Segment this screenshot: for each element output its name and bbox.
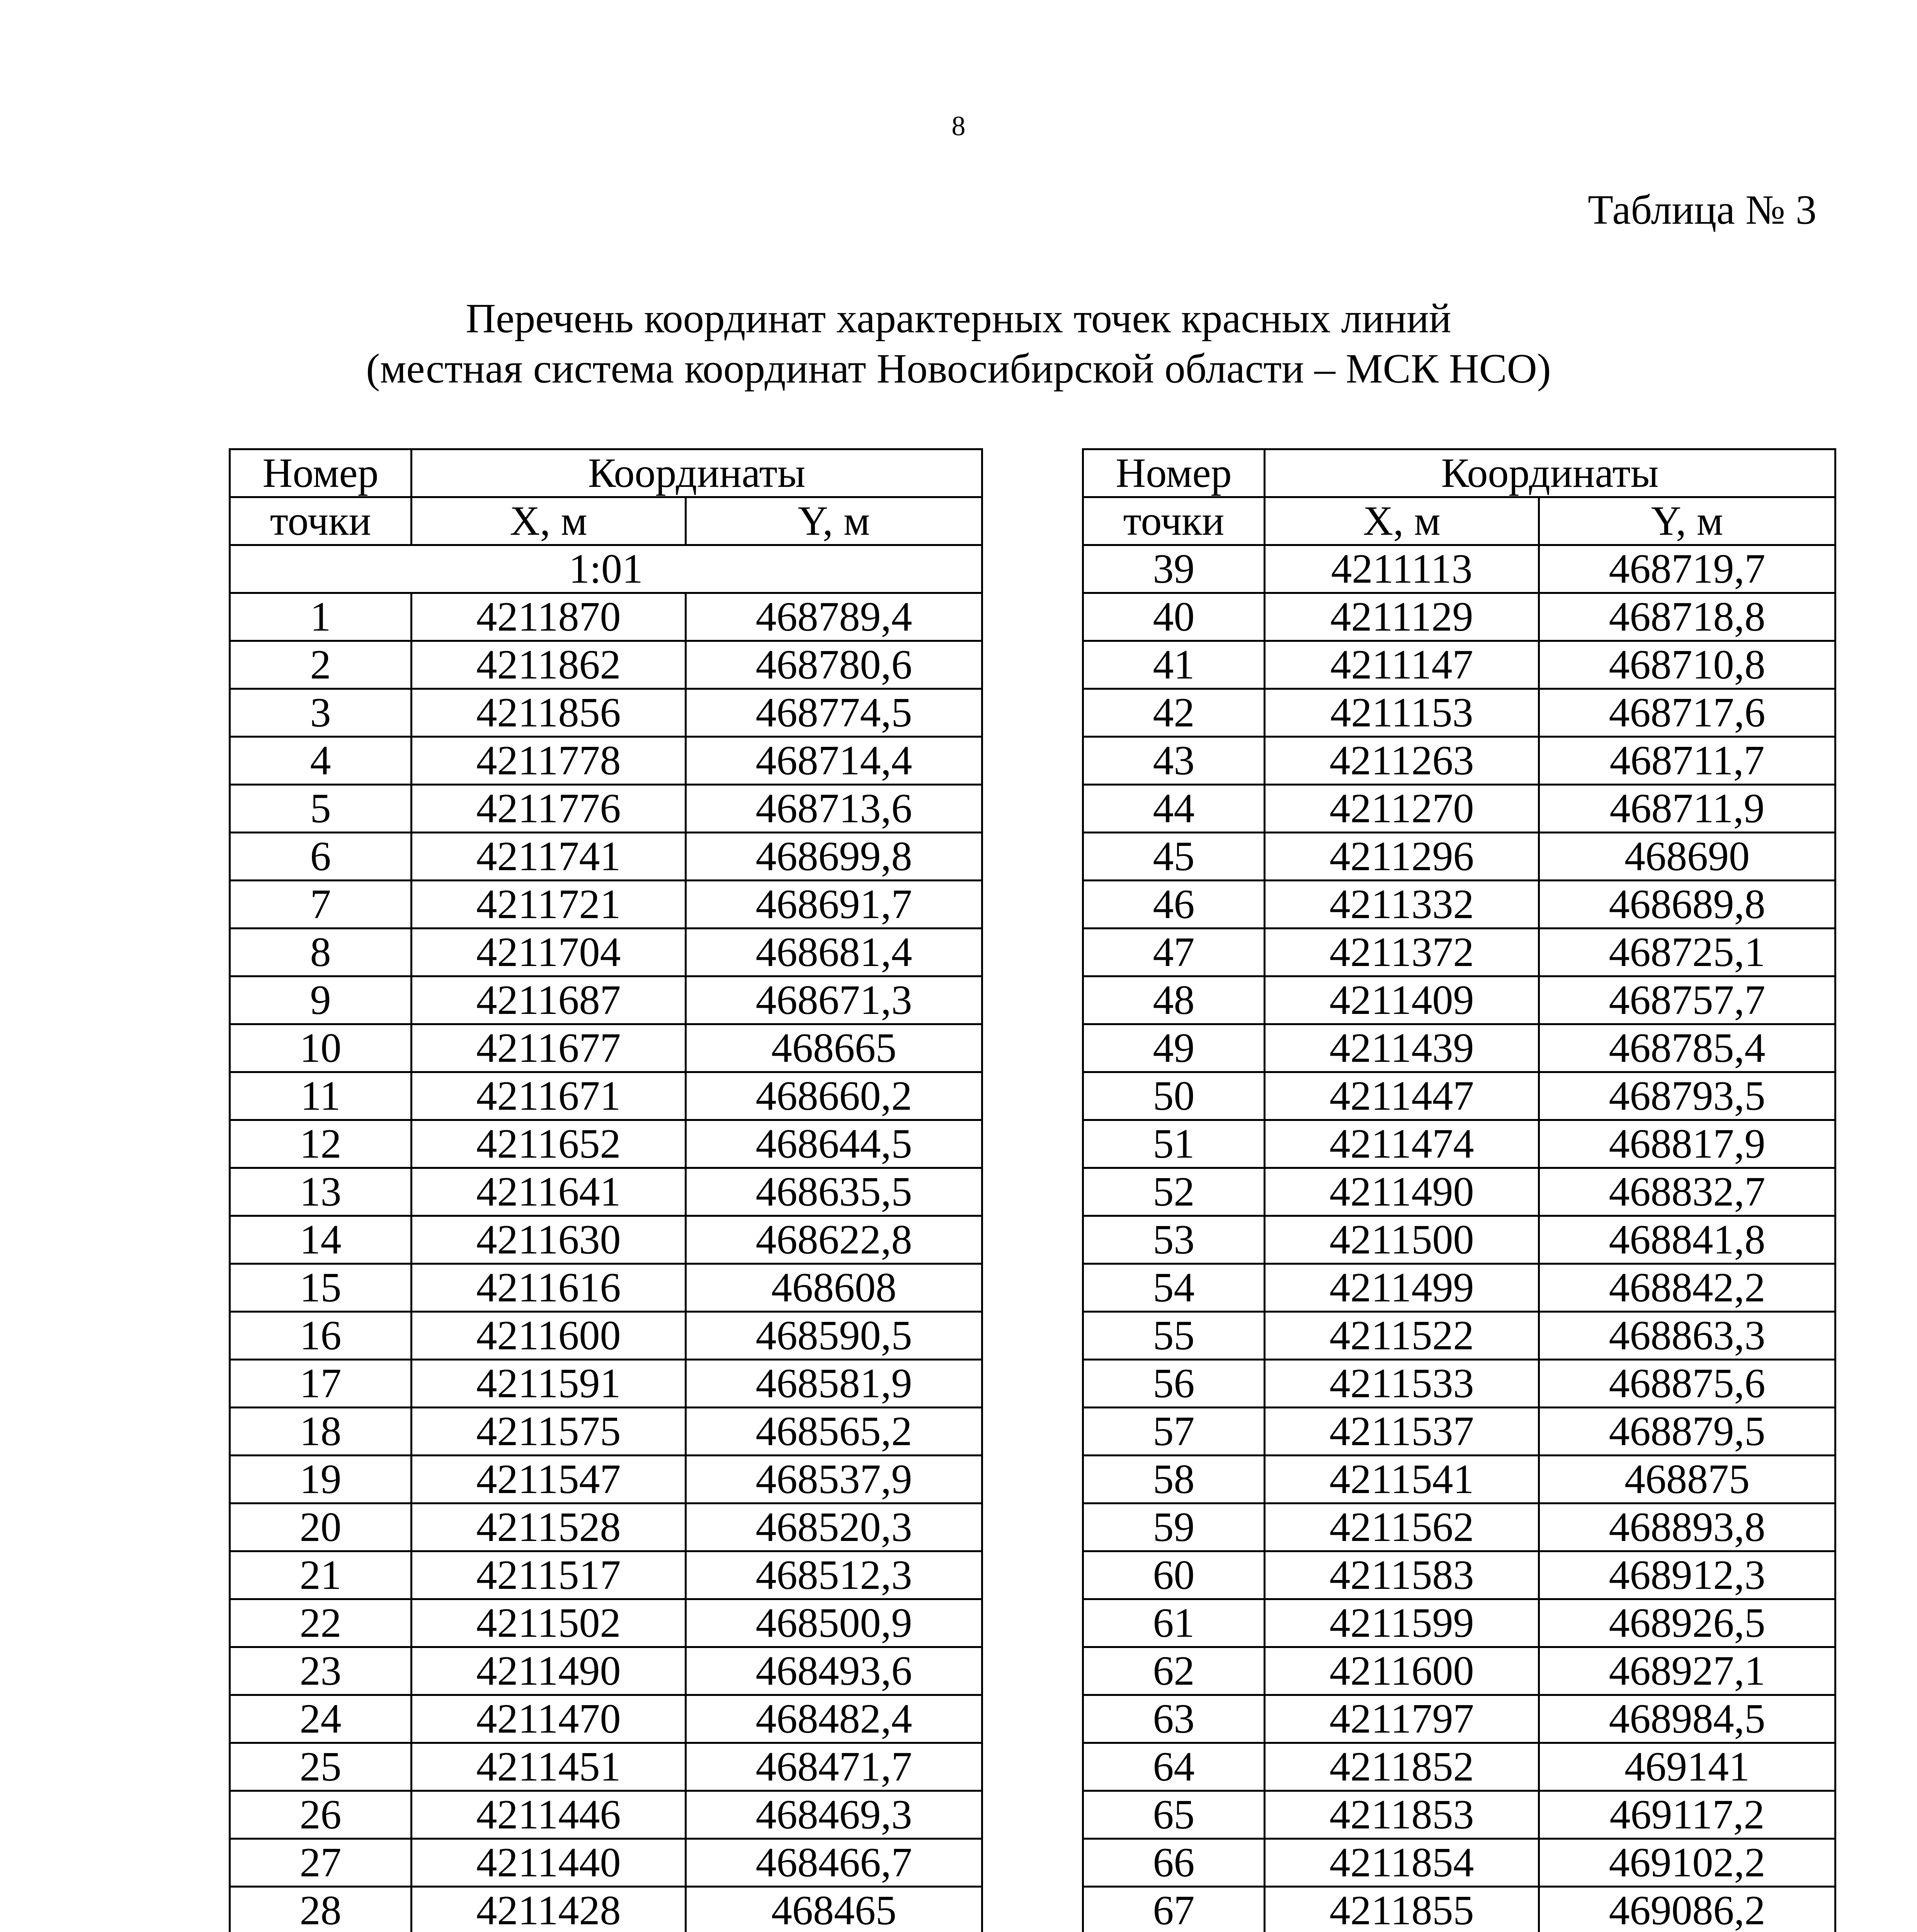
x-coordinate: 4211409 <box>1265 976 1539 1024</box>
point-number: 45 <box>1083 833 1265 881</box>
y-coordinate: 468622,8 <box>686 1216 982 1264</box>
x-coordinate: 4211147 <box>1265 641 1539 689</box>
y-coordinate: 468832,7 <box>1539 1168 1835 1216</box>
x-coordinate: 4211854 <box>1265 1839 1539 1887</box>
y-coordinate: 468842,2 <box>1539 1264 1835 1312</box>
table-row <box>230 641 982 689</box>
point-number: 16 <box>230 1312 412 1360</box>
section-label: 1:01 <box>230 545 982 593</box>
y-coordinate: 468780,6 <box>686 641 982 689</box>
point-number: 12 <box>230 1120 412 1168</box>
page-number: 8 <box>951 111 966 141</box>
y-coordinate: 468984,5 <box>1539 1695 1835 1743</box>
point-number: 28 <box>230 1887 412 1932</box>
point-number: 6 <box>230 833 412 881</box>
x-coordinate: 4211776 <box>412 785 686 833</box>
x-coordinate: 4211451 <box>412 1743 686 1791</box>
x-coordinate: 4211528 <box>412 1503 686 1551</box>
table-body-right <box>1083 545 1835 1932</box>
table-row <box>1083 833 1835 881</box>
x-coordinate: 4211855 <box>1265 1887 1539 1932</box>
table-row <box>230 785 982 833</box>
y-coordinate: 468681,4 <box>686 929 982 976</box>
x-coordinate: 4211490 <box>412 1647 686 1695</box>
table-row <box>1083 1743 1835 1791</box>
x-coordinate: 4211591 <box>412 1360 686 1408</box>
point-number: 51 <box>1083 1120 1265 1168</box>
point-number: 65 <box>1083 1791 1265 1839</box>
x-coordinate: 4211687 <box>412 976 686 1024</box>
point-number: 42 <box>1083 689 1265 737</box>
y-coordinate: 468717,6 <box>1539 689 1835 737</box>
table-row <box>1083 1839 1835 1887</box>
table-row <box>230 833 982 881</box>
table-row <box>1083 1599 1835 1647</box>
x-coordinate: 4211856 <box>412 689 686 737</box>
y-coordinate: 468608 <box>686 1264 982 1312</box>
x-coordinate: 4211778 <box>412 737 686 785</box>
table-row <box>1083 1360 1835 1408</box>
table-row <box>230 1168 982 1216</box>
y-coordinate: 468714,4 <box>686 737 982 785</box>
y-coordinate: 468665 <box>686 1024 982 1072</box>
point-number: 39 <box>1083 545 1265 593</box>
table-row <box>230 1024 982 1072</box>
table-row <box>230 1503 982 1551</box>
y-coordinate: 468710,8 <box>1539 641 1835 689</box>
x-coordinate: 4211372 <box>1265 929 1539 976</box>
y-coordinate: 469086,2 <box>1539 1887 1835 1932</box>
y-coordinate: 468565,2 <box>686 1408 982 1456</box>
table-row <box>230 1599 982 1647</box>
table-row <box>230 976 982 1024</box>
y-coordinate: 468711,9 <box>1539 785 1835 833</box>
table-row <box>1083 1120 1835 1168</box>
table-row <box>1083 929 1835 976</box>
point-number: 26 <box>230 1791 412 1839</box>
y-coordinate: 468691,7 <box>686 881 982 929</box>
x-coordinate: 4211600 <box>412 1312 686 1360</box>
x-coordinate: 4211522 <box>1265 1312 1539 1360</box>
x-coordinate: 4211440 <box>412 1839 686 1887</box>
table-row <box>230 1456 982 1503</box>
table-row <box>1083 1072 1835 1120</box>
x-coordinate: 4211853 <box>1265 1791 1539 1839</box>
x-coordinate: 4211517 <box>412 1551 686 1599</box>
y-coordinate: 468875 <box>1539 1456 1835 1503</box>
x-coordinate: 4211541 <box>1265 1456 1539 1503</box>
header-y: Y, м <box>686 497 982 545</box>
point-number: 17 <box>230 1360 412 1408</box>
header-x: X, м <box>1265 497 1539 545</box>
x-coordinate: 4211263 <box>1265 737 1539 785</box>
section-row <box>230 545 982 593</box>
y-coordinate: 468590,5 <box>686 1312 982 1360</box>
point-number: 58 <box>1083 1456 1265 1503</box>
point-number: 15 <box>230 1264 412 1312</box>
point-number: 25 <box>230 1743 412 1791</box>
table-row <box>230 593 982 641</box>
y-coordinate: 468471,7 <box>686 1743 982 1791</box>
table-row <box>1083 1695 1835 1743</box>
table-row <box>230 689 982 737</box>
table-row <box>1083 689 1835 737</box>
point-number: 1 <box>230 593 412 641</box>
point-number: 44 <box>1083 785 1265 833</box>
header-number-line1: Номер <box>1083 449 1265 497</box>
table-row <box>1083 737 1835 785</box>
table-row <box>1083 1216 1835 1264</box>
x-coordinate: 4211447 <box>1265 1072 1539 1120</box>
table-row <box>230 1264 982 1312</box>
document-title-line-1: Перечень координат характерных точек красных линий <box>466 296 1451 342</box>
x-coordinate: 4211704 <box>412 929 686 976</box>
y-coordinate: 468912,3 <box>1539 1551 1835 1599</box>
table-row <box>1083 1887 1835 1932</box>
coordinates-table-right <box>1082 448 1836 1932</box>
point-number: 50 <box>1083 1072 1265 1120</box>
x-coordinate: 4211862 <box>412 641 686 689</box>
x-coordinate: 4211671 <box>412 1072 686 1120</box>
x-coordinate: 4211446 <box>412 1791 686 1839</box>
table-row <box>230 1360 982 1408</box>
point-number: 66 <box>1083 1839 1265 1887</box>
y-coordinate: 468671,3 <box>686 976 982 1024</box>
x-coordinate: 4211630 <box>412 1216 686 1264</box>
y-coordinate: 468660,2 <box>686 1072 982 1120</box>
point-number: 22 <box>230 1599 412 1647</box>
y-coordinate: 468689,8 <box>1539 881 1835 929</box>
table-row <box>1083 976 1835 1024</box>
y-coordinate: 468793,5 <box>1539 1072 1835 1120</box>
header-x: X, м <box>412 497 686 545</box>
table-row <box>1083 785 1835 833</box>
y-coordinate: 468863,3 <box>1539 1312 1835 1360</box>
point-number: 62 <box>1083 1647 1265 1695</box>
y-coordinate: 469117,2 <box>1539 1791 1835 1839</box>
table-label: Таблица № 3 <box>1588 187 1817 233</box>
point-number: 7 <box>230 881 412 929</box>
x-coordinate: 4211616 <box>412 1264 686 1312</box>
point-number: 3 <box>230 689 412 737</box>
table-row <box>230 1887 982 1932</box>
y-coordinate: 468774,5 <box>686 689 982 737</box>
point-number: 10 <box>230 1024 412 1072</box>
point-number: 8 <box>230 929 412 976</box>
x-coordinate: 4211797 <box>1265 1695 1539 1743</box>
y-coordinate: 468875,6 <box>1539 1360 1835 1408</box>
point-number: 41 <box>1083 641 1265 689</box>
point-number: 49 <box>1083 1024 1265 1072</box>
x-coordinate: 4211562 <box>1265 1503 1539 1551</box>
point-number: 21 <box>230 1551 412 1599</box>
y-coordinate: 468893,8 <box>1539 1503 1835 1551</box>
point-number: 43 <box>1083 737 1265 785</box>
table-row <box>230 1551 982 1599</box>
x-coordinate: 4211270 <box>1265 785 1539 833</box>
y-coordinate: 468817,9 <box>1539 1120 1835 1168</box>
x-coordinate: 4211547 <box>412 1456 686 1503</box>
table-row <box>230 1791 982 1839</box>
y-coordinate: 468725,1 <box>1539 929 1835 976</box>
table-row <box>1083 1024 1835 1072</box>
y-coordinate: 468718,8 <box>1539 593 1835 641</box>
table-row <box>230 881 982 929</box>
y-coordinate: 469141 <box>1539 1743 1835 1791</box>
y-coordinate: 468785,4 <box>1539 1024 1835 1072</box>
point-number: 67 <box>1083 1887 1265 1932</box>
y-coordinate: 469102,2 <box>1539 1839 1835 1887</box>
x-coordinate: 4211533 <box>1265 1360 1539 1408</box>
y-coordinate: 468841,8 <box>1539 1216 1835 1264</box>
point-number: 57 <box>1083 1408 1265 1456</box>
point-number: 14 <box>230 1216 412 1264</box>
y-coordinate: 468520,3 <box>686 1503 982 1551</box>
y-coordinate: 468500,9 <box>686 1599 982 1647</box>
table-row <box>230 1120 982 1168</box>
y-coordinate: 468690 <box>1539 833 1835 881</box>
x-coordinate: 4211428 <box>412 1887 686 1932</box>
table-row <box>1083 545 1835 593</box>
y-coordinate: 468482,4 <box>686 1695 982 1743</box>
x-coordinate: 4211741 <box>412 833 686 881</box>
point-number: 19 <box>230 1456 412 1503</box>
document-title <box>0 294 1917 394</box>
table-row <box>230 1695 982 1743</box>
y-coordinate: 468512,3 <box>686 1551 982 1599</box>
point-number: 23 <box>230 1647 412 1695</box>
coordinates-table-left <box>229 448 983 1932</box>
table-row <box>1083 1647 1835 1695</box>
y-coordinate: 468635,5 <box>686 1168 982 1216</box>
table-row <box>230 1743 982 1791</box>
y-coordinate: 468465 <box>686 1887 982 1932</box>
x-coordinate: 4211600 <box>1265 1647 1539 1695</box>
point-number: 4 <box>230 737 412 785</box>
header-y: Y, м <box>1539 497 1835 545</box>
x-coordinate: 4211129 <box>1265 593 1539 641</box>
point-number: 2 <box>230 641 412 689</box>
document-title-line-2: (местная система координат Новосибирской области – МСК НСО) <box>366 346 1551 392</box>
point-number: 61 <box>1083 1599 1265 1647</box>
x-coordinate: 4211332 <box>1265 881 1539 929</box>
point-number: 27 <box>230 1839 412 1887</box>
table-row <box>230 1647 982 1695</box>
y-coordinate: 468719,7 <box>1539 545 1835 593</box>
point-number: 52 <box>1083 1168 1265 1216</box>
y-coordinate: 468879,5 <box>1539 1408 1835 1456</box>
x-coordinate: 4211296 <box>1265 833 1539 881</box>
header-number-line1: Номер <box>230 449 412 497</box>
table-row <box>1083 1312 1835 1360</box>
x-coordinate: 4211870 <box>412 593 686 641</box>
x-coordinate: 4211499 <box>1265 1264 1539 1312</box>
x-coordinate: 4211677 <box>412 1024 686 1072</box>
header-number-line2: точки <box>230 497 412 545</box>
y-coordinate: 468493,6 <box>686 1647 982 1695</box>
point-number: 11 <box>230 1072 412 1120</box>
y-coordinate: 468644,5 <box>686 1120 982 1168</box>
point-number: 5 <box>230 785 412 833</box>
point-number: 63 <box>1083 1695 1265 1743</box>
table-row <box>230 1312 982 1360</box>
table-row <box>1083 1791 1835 1839</box>
table-row <box>1083 641 1835 689</box>
point-number: 60 <box>1083 1551 1265 1599</box>
x-coordinate: 4211599 <box>1265 1599 1539 1647</box>
point-number: 13 <box>230 1168 412 1216</box>
point-number: 20 <box>230 1503 412 1551</box>
table-row <box>1083 1168 1835 1216</box>
y-coordinate: 468537,9 <box>686 1456 982 1503</box>
point-number: 18 <box>230 1408 412 1456</box>
y-coordinate: 468581,9 <box>686 1360 982 1408</box>
x-coordinate: 4211852 <box>1265 1743 1539 1791</box>
point-number: 56 <box>1083 1360 1265 1408</box>
x-coordinate: 4211470 <box>412 1695 686 1743</box>
table-row <box>1083 1503 1835 1551</box>
x-coordinate: 4211537 <box>1265 1408 1539 1456</box>
table-row <box>1083 1264 1835 1312</box>
point-number: 47 <box>1083 929 1265 976</box>
table-row <box>230 929 982 976</box>
point-number: 55 <box>1083 1312 1265 1360</box>
table-row <box>1083 1551 1835 1599</box>
header-coordinates: Координаты <box>1265 449 1835 497</box>
point-number: 53 <box>1083 1216 1265 1264</box>
table-row <box>230 1216 982 1264</box>
table-row <box>230 1839 982 1887</box>
table-row <box>1083 1408 1835 1456</box>
x-coordinate: 4211721 <box>412 881 686 929</box>
y-coordinate: 468926,5 <box>1539 1599 1835 1647</box>
table-row <box>1083 1456 1835 1503</box>
x-coordinate: 4211490 <box>1265 1168 1539 1216</box>
x-coordinate: 4211583 <box>1265 1551 1539 1599</box>
y-coordinate: 468757,7 <box>1539 976 1835 1024</box>
point-number: 59 <box>1083 1503 1265 1551</box>
y-coordinate: 468469,3 <box>686 1791 982 1839</box>
y-coordinate: 468713,6 <box>686 785 982 833</box>
x-coordinate: 4211439 <box>1265 1024 1539 1072</box>
point-number: 46 <box>1083 881 1265 929</box>
point-number: 24 <box>230 1695 412 1743</box>
x-coordinate: 4211641 <box>412 1168 686 1216</box>
x-coordinate: 4211500 <box>1265 1216 1539 1264</box>
point-number: 64 <box>1083 1743 1265 1791</box>
y-coordinate: 468927,1 <box>1539 1647 1835 1695</box>
table-row <box>1083 881 1835 929</box>
table-row <box>1083 593 1835 641</box>
point-number: 40 <box>1083 593 1265 641</box>
table-row <box>230 1072 982 1120</box>
x-coordinate: 4211113 <box>1265 545 1539 593</box>
table-body-left <box>230 545 982 1932</box>
x-coordinate: 4211502 <box>412 1599 686 1647</box>
x-coordinate: 4211575 <box>412 1408 686 1456</box>
x-coordinate: 4211474 <box>1265 1120 1539 1168</box>
header-number-line2: точки <box>1083 497 1265 545</box>
point-number: 48 <box>1083 976 1265 1024</box>
table-row <box>230 737 982 785</box>
x-coordinate: 4211153 <box>1265 689 1539 737</box>
header-coordinates: Координаты <box>412 449 982 497</box>
point-number: 9 <box>230 976 412 1024</box>
y-coordinate: 468466,7 <box>686 1839 982 1887</box>
x-coordinate: 4211652 <box>412 1120 686 1168</box>
table-row <box>230 1408 982 1456</box>
y-coordinate: 468789,4 <box>686 593 982 641</box>
point-number: 54 <box>1083 1264 1265 1312</box>
y-coordinate: 468699,8 <box>686 833 982 881</box>
y-coordinate: 468711,7 <box>1539 737 1835 785</box>
